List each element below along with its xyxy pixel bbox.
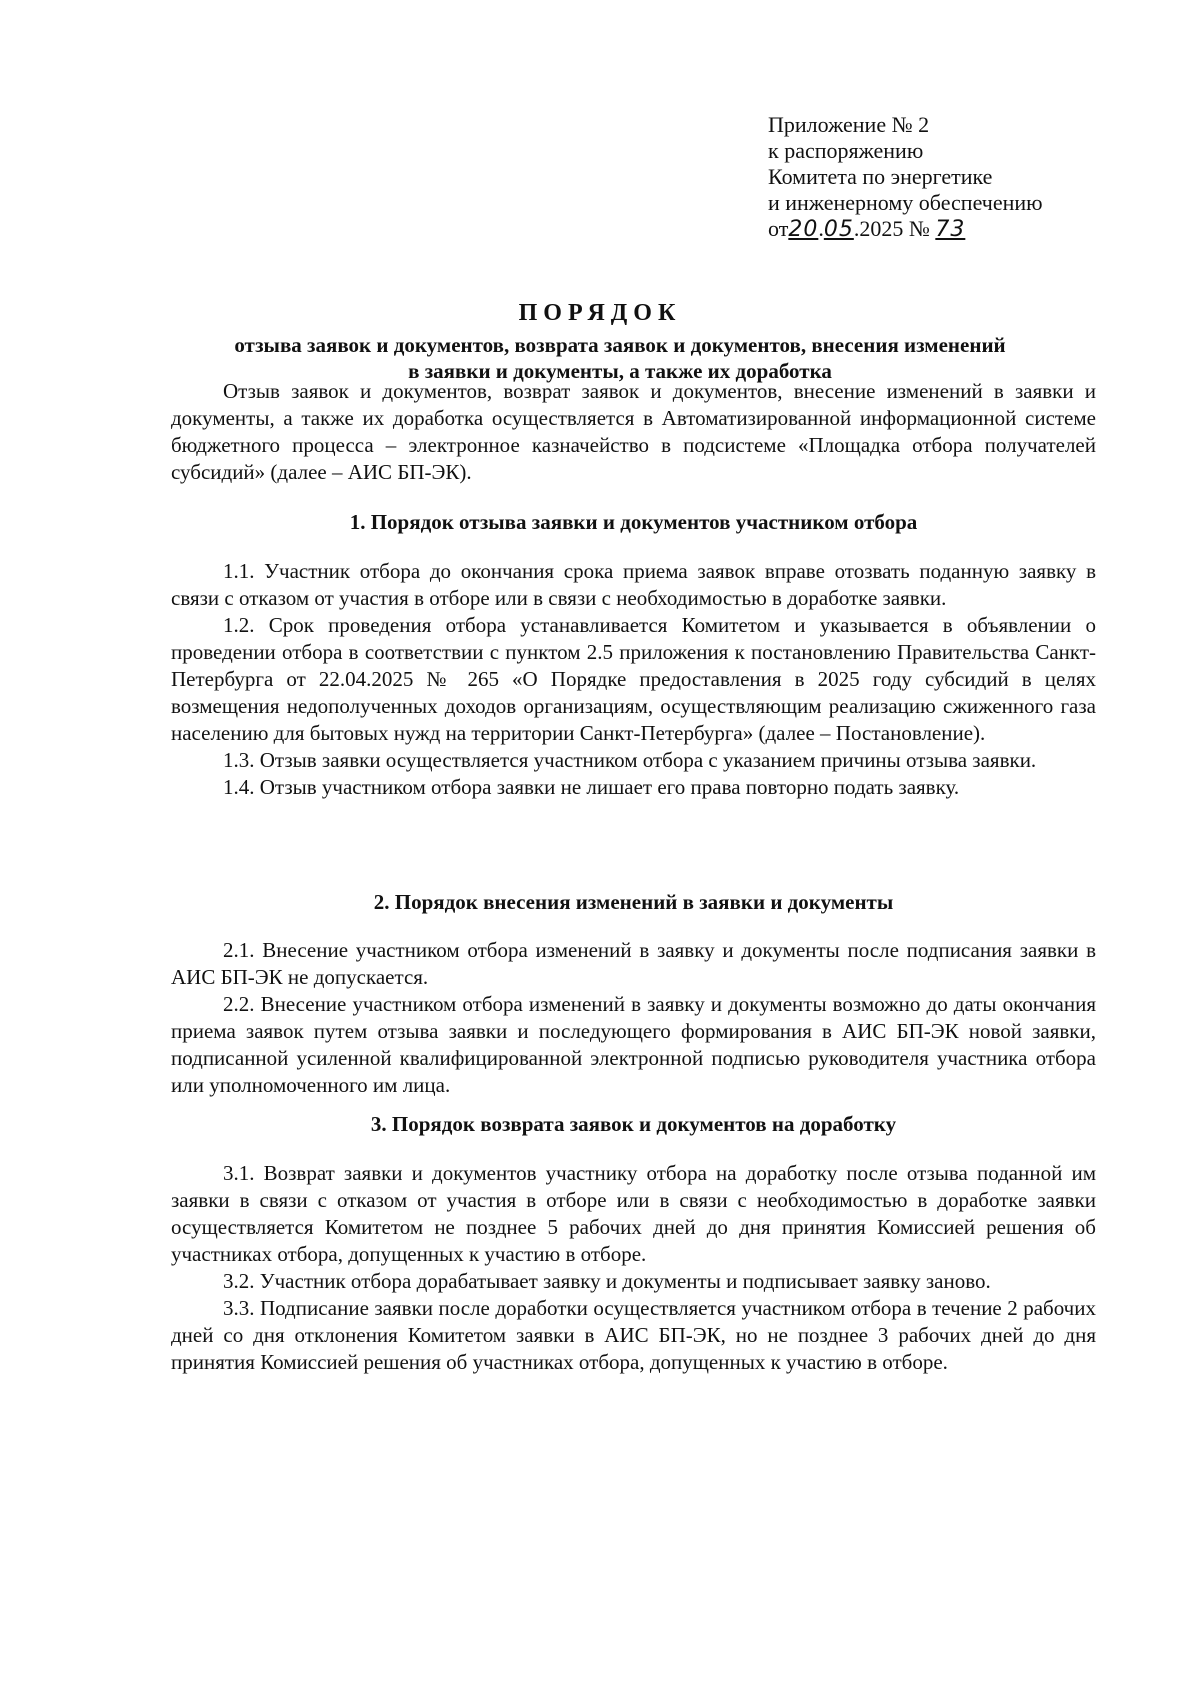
paragraph: 3.3. Подписание заявки после доработки осуществляется участником отбора в течение 2 рабочих дней со дня отклонения Комитетом заявки в АИС БП-ЭК, но не позднее 3 рабочих дней до дня принятия Комиссией решения об участниках отбора, допущенных к участию в отборе. xyxy=(171,1296,1096,1374)
paragraph: 1.1. Участник отбора до окончания срока приема заявок вправе отозвать поданную заявку в связи с отказом от участия в отборе или в связи с необходимостью в доработке заявки. xyxy=(171,559,1096,610)
intro-paragraph: Отзыв заявок и документов, возврат заявок и документов, внесение изменений в заявки и документы, а также их доработка осуществляется в Автоматизированной информационной системе бюджетного процесса – электронное казначейство в подсистеме «Площадка отбора получателей субсидий» (далее – АИС БП-ЭК). xyxy=(171,379,1096,484)
section-body xyxy=(171,1160,1096,1376)
date-year: .2025 № xyxy=(853,216,936,241)
date-separator: . xyxy=(818,216,824,241)
section-heading: 1. Порядок отзыва заявки и документов участником отбора xyxy=(349,510,918,534)
document-subtitle xyxy=(170,332,1070,384)
paragraph: 1.3. Отзыв заявки осуществляется участником отбора с указанием причины отзыва заявки. xyxy=(223,748,1037,772)
subtitle-line: в заявки и документы, а также их доработка xyxy=(408,359,832,383)
section-heading: 3. Порядок возврата заявок и документов на доработку xyxy=(370,1112,897,1136)
approval-line: Комитета по энергетике xyxy=(768,164,993,189)
section-heading: 2. Порядок внесения изменений в заявки и документы xyxy=(373,890,894,914)
approval-line: к распоряжению xyxy=(768,138,924,163)
section-body xyxy=(171,558,1096,801)
handwritten-month: 05 xyxy=(823,217,854,242)
document-title: ПОРЯДОК xyxy=(518,300,682,326)
subtitle-line: отзыва заявок и документов, возврата заявок и документов, внесения изменений xyxy=(234,333,1006,357)
approval-date-line xyxy=(768,216,1168,243)
section-body xyxy=(171,937,1096,1099)
paragraph: 2.2. Внесение участником отбора изменений в заявку и документы возможно до даты окончания приема заявок путем отзыва заявки и последующего формирования в АИС БП-ЭК новой заявки, подписанной усиленной квалифицированной электронной подписью руководителя участника отбора или уполномоченного им лица. xyxy=(171,992,1096,1097)
paragraph: 3.1. Возврат заявки и документов участнику отбора на доработку после отзыва поданной им заявки в связи с отказом от участия в отборе или в связи с необходимостью в доработке заявки осуществляется Комитетом не позднее 5 рабочих дней до дня принятия Комиссией решения об участниках отбора, допущенных к участию в отборе. xyxy=(171,1161,1096,1266)
paragraph: 2.1. Внесение участником отбора изменений в заявку и документы после подписания заявки в АИС БП-ЭК не допускается. xyxy=(171,938,1096,989)
paragraph: 1.2. Срок проведения отбора устанавливается Комитетом и указывается в объявлении о проведении отбора в соответствии с пунктом 2.5 приложения к постановлению Правительства Санкт-Петербурга от 22.04.2025 № 265 «О Порядке предоставления в 2025 году субсидий в целях возмещения недополученных доходов организациям, осуществляющим реализацию сжиженного газа населению для бытовых нужд на территории Санкт-Петербурга» (далее – Постановление). xyxy=(171,613,1096,745)
intro-text xyxy=(171,378,1096,486)
date-prefix: от xyxy=(768,216,789,241)
approval-block xyxy=(768,112,1168,243)
handwritten-day: 20 xyxy=(788,217,819,242)
approval-line: Приложение № 2 xyxy=(768,112,930,137)
handwritten-number: 73 xyxy=(935,217,966,242)
paragraph: 3.2. Участник отбора дорабатывает заявку и документы и подписывает заявку заново. xyxy=(223,1269,991,1293)
paragraph: 1.4. Отзыв участником отбора заявки не лишает его права повторно подать заявку. xyxy=(223,775,960,799)
approval-line: и инженерному обеспечению xyxy=(768,190,1043,215)
